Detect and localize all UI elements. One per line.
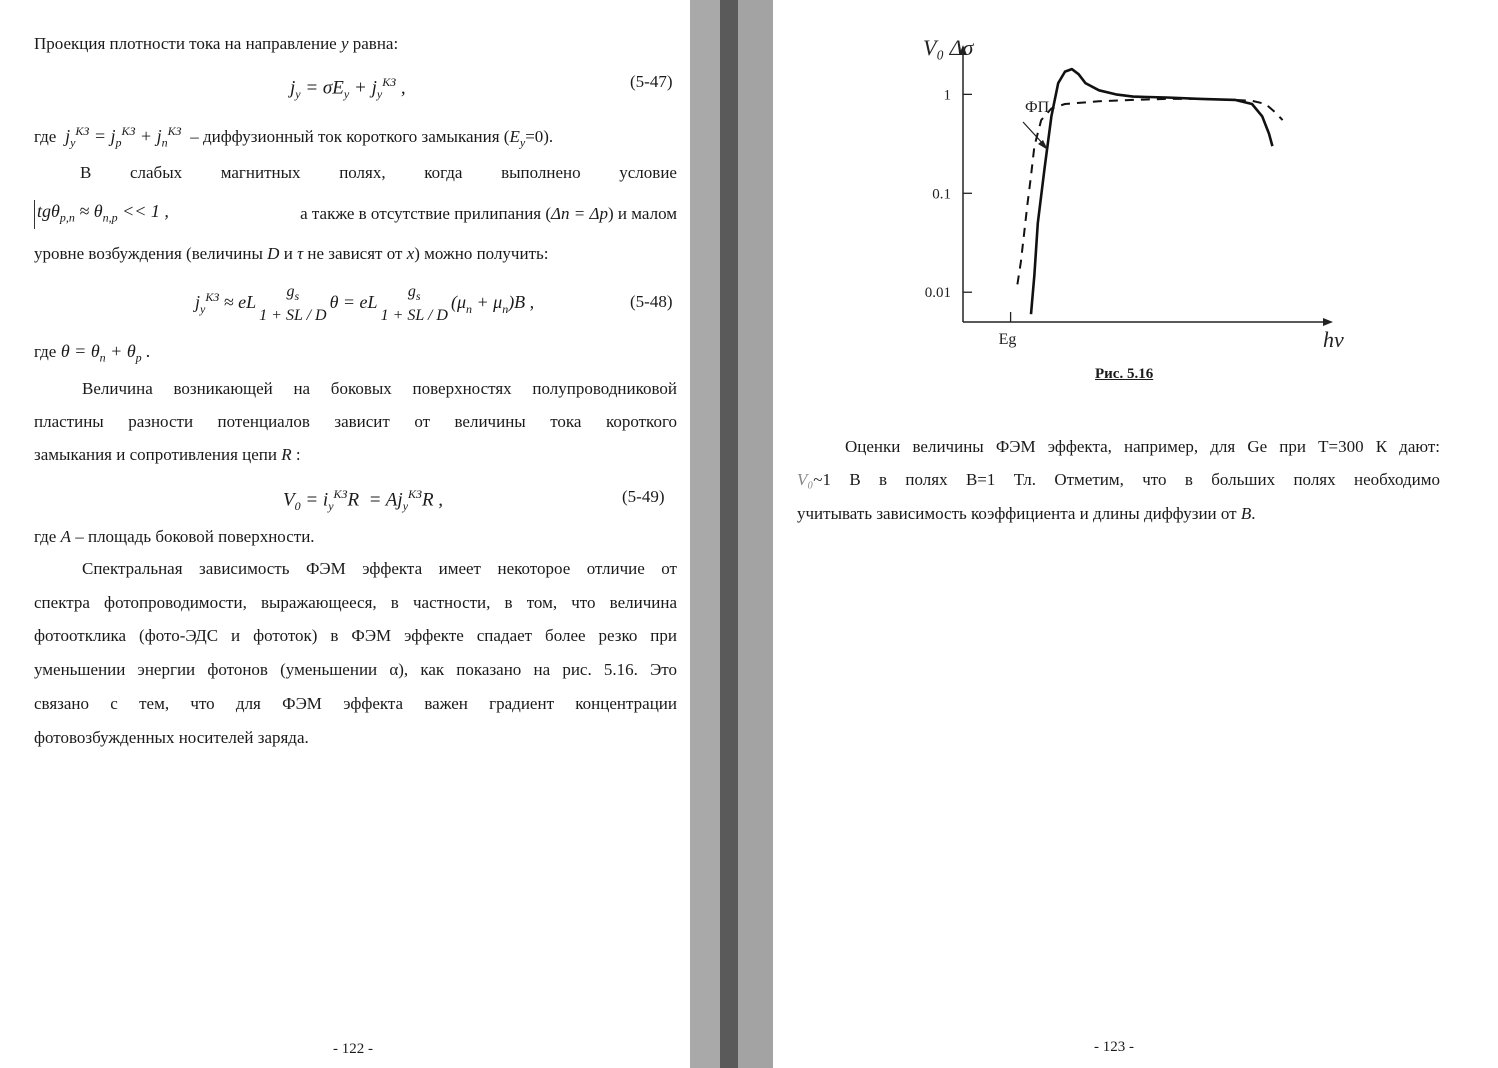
right-page (775, 0, 1498, 1068)
y-tick-label: 0.01 (924, 285, 951, 302)
paragraph-line: где A – площадь боковой поверхности. (34, 527, 315, 546)
equation-5-47: $j_y = \sigma E_y + j_y^{КЗ}$ , (290, 75, 406, 102)
paragraph-line: V₀ ~1 В в полях В=1 Тл. Отметим, что в больших полях необходимо (797, 470, 1440, 489)
page-number: - 122 - (333, 1041, 373, 1057)
paragraph-line: учитывать зависимость коэффициента и длины диффузии от B. (797, 504, 1256, 523)
equation-number: (5-48) (630, 292, 673, 311)
paragraph-line: фотовозбужденных носителей заряда. (34, 728, 309, 747)
paragraph-line: Величина возникающей на боковых поверхностях полупроводниковой (82, 379, 677, 398)
paragraph-line: Проекция плотности тока на направление y равна: (34, 34, 399, 53)
book-spine-light-left (690, 0, 720, 1068)
y-axis-label: V₀ Δσ (923, 35, 974, 60)
y-tick-label: 1 (943, 87, 951, 104)
paragraph-line: пластины разности потенциалов зависит от величины тока короткого (34, 412, 677, 431)
equation-5-48: $j_y^{КЗ}$ ≈ eL $g_s$ 1 + SL / D θ = eL $g_s$ 1 + SL / D $(\mu_n + \mu_n)B$ , (195, 283, 535, 325)
equation-5-49: $V_0 = i_y^{КЗ}R = Aj_y^{КЗ}R$ , (283, 487, 444, 514)
book-spine-dark (720, 0, 738, 1068)
eg-label: Eg (998, 331, 1017, 348)
paragraph-line: замыкания и сопротивления цепи R : (34, 445, 301, 464)
paragraph-line: фотоотклика (фото-ЭДС и фототок) в ФЭМ эффекте спадает более резко при (34, 626, 677, 645)
x-axis-label: hν (1323, 327, 1344, 350)
left-page (0, 0, 690, 1068)
paragraph-line: где $\theta = \theta_n + \theta_p$ . (34, 341, 151, 365)
paragraph-line: связано с тем, что для ФЭМ эффекта важен градиент концентрации (34, 694, 677, 713)
fem-solid-curve (1031, 69, 1272, 314)
page-number: - 123 - (1094, 1039, 1134, 1055)
paragraph-line: Спектральная зависимость ФЭМ эффекта имеет некоторое отличие от (82, 559, 677, 578)
x-axis-arrow (1323, 318, 1333, 326)
paragraph-line: где $j_y^{КЗ} = j_p^{КЗ} + j_n^{КЗ}$ – диффузионный ток короткого замыкания $(E_y=0)$. (34, 124, 554, 150)
figure-caption: Рис. 5.16 (1095, 366, 1154, 382)
paragraph-line: В слабых магнитных полях, когда выполнено условие (80, 163, 677, 182)
paragraph-line: спектра фотопроводимости, выражающееся, в частности, в том, что величина (34, 593, 677, 612)
paragraph-line: уровне возбуждения (величины D и τ не зависят от x) можно получить: (34, 244, 549, 263)
figure-5-16-chart (905, 30, 1355, 350)
paragraph-line: $tg\theta_{p,n} \approx \theta_{n,p} << 1$ , а также в отсутствие прилипания (Δn = Δp) и малом (34, 200, 677, 229)
book-spine-light-right (738, 0, 773, 1068)
equation-number: (5-49) (622, 487, 665, 506)
equation-number: (5-47) (630, 72, 673, 91)
paragraph-line: Оценки величины ФЭМ эффекта, например, для Ge при T=300 К дают: (845, 437, 1440, 456)
y-tick-label: 0.1 (932, 186, 951, 203)
paragraph-line: уменьшении энергии фотонов (уменьшении α), как показано на рис. 5.16. Это (34, 660, 677, 679)
photoconductivity-dashed-curve (1017, 99, 1282, 285)
annotation-label: ФП (1025, 99, 1050, 116)
